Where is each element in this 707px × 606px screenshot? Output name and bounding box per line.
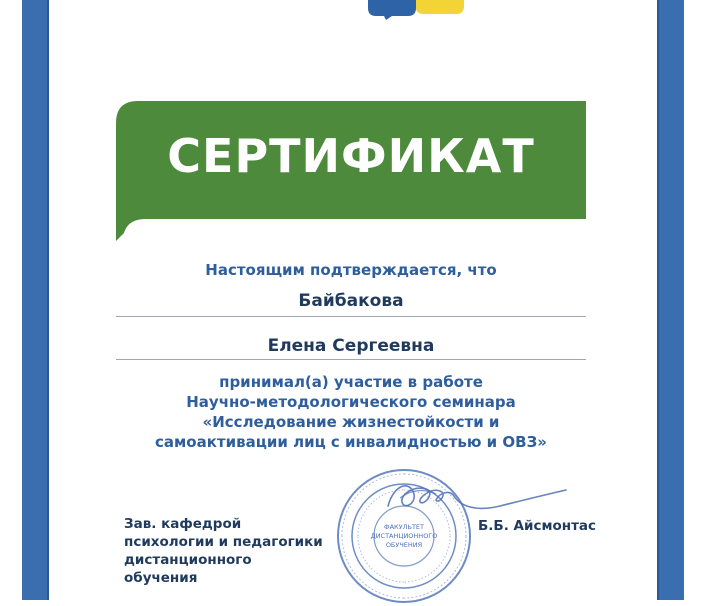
participation-text: [116, 372, 586, 452]
signatory-role: [124, 515, 364, 587]
recipient-given-names: Елена Сергеевна: [267, 336, 435, 356]
signatory-role-line: обучения: [124, 570, 198, 586]
intro-text: Настоящим подтверждается, что: [205, 261, 497, 279]
logo-speech-bubbles-icon: [368, 0, 464, 20]
recipient-surname: Байбакова: [298, 291, 404, 311]
frame-right-border: [657, 0, 684, 600]
given-names-underline: [116, 359, 586, 360]
surname-underline: [116, 316, 586, 317]
participation-line: самоактивации лиц с инвалидностью и ОВЗ»: [155, 433, 547, 451]
participation-line: принимал(а) участие в работе: [219, 373, 483, 391]
signatory-role-line: дистанционного: [124, 552, 252, 568]
participation-line: Научно-методологического семинара: [186, 393, 516, 411]
stamp-center-text: ОБУЧЕНИЯ: [385, 541, 423, 549]
signatory-role-line: Зав. кафедрой: [124, 516, 242, 532]
participation-line: «Исследование жизнестойкости и: [202, 413, 500, 431]
stamp-center-text: ДИСТАНЦИОННОГО: [370, 532, 438, 540]
signatory-role-line: психологии и педагогики: [124, 534, 323, 550]
frame-left-border: [22, 0, 49, 600]
signatory-name: Б.Б. Айсмонтас: [478, 518, 597, 534]
certificate-title: СЕРТИФИКАТ: [167, 129, 535, 183]
stamp-center-text: ФАКУЛЬТЕТ: [383, 523, 425, 531]
